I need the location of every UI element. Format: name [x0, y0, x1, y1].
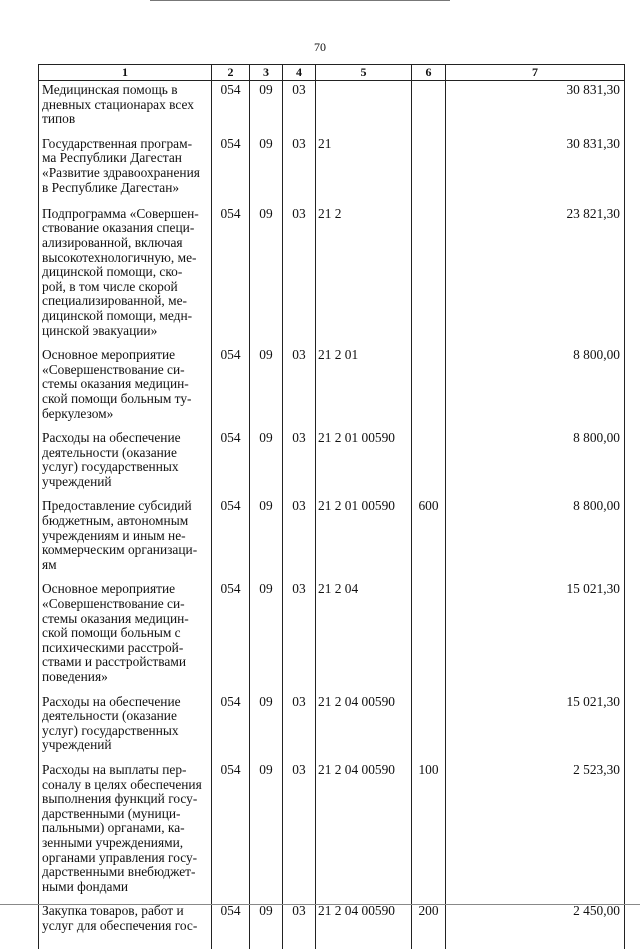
row-ved: 054 [212, 761, 250, 902]
row-name: Основное мероприятие «Совершенствование си- стемы оказания медицин- ской помощи больным с психическими расстрой- ствами и расстройствами поведения» [39, 580, 212, 692]
row-pr: 03 [283, 81, 316, 135]
row-sum: 2 523,30 [446, 761, 625, 902]
row-pr: 03 [283, 346, 316, 429]
row-rz: 09 [250, 902, 283, 949]
row-vr: 600 [412, 497, 446, 580]
row-csr: 21 2 [316, 205, 412, 346]
row-pr: 03 [283, 497, 316, 580]
row-csr: 21 2 04 00590 [316, 693, 412, 761]
row-ved: 054 [212, 497, 250, 580]
row-ved: 054 [212, 81, 250, 135]
row-rz: 09 [250, 497, 283, 580]
row-name: Расходы на обеспечение деятельности (оказание услуг) государственных учреждений [39, 429, 212, 497]
header-col-2: 2 [212, 65, 250, 81]
row-csr: 21 2 01 00590 [316, 497, 412, 580]
row-pr: 03 [283, 205, 316, 346]
top-scan-rule [150, 0, 450, 1]
row-ved: 054 [212, 693, 250, 761]
row-sum: 2 450,00 [446, 902, 625, 949]
table-row [39, 205, 625, 346]
row-csr: 21 2 01 00590 [316, 429, 412, 497]
row-rz: 09 [250, 580, 283, 692]
row-csr: 21 2 01 [316, 346, 412, 429]
header-col-7: 7 [446, 65, 625, 81]
row-sum: 8 800,00 [446, 497, 625, 580]
table-header-row [39, 65, 625, 81]
row-vr [412, 346, 446, 429]
row-vr [412, 81, 446, 135]
row-pr: 03 [283, 761, 316, 902]
row-rz: 09 [250, 346, 283, 429]
row-vr: 200 [412, 902, 446, 949]
row-pr: 03 [283, 693, 316, 761]
table-row [39, 429, 625, 497]
row-rz: 09 [250, 693, 283, 761]
row-vr [412, 205, 446, 346]
header-col-6: 6 [412, 65, 446, 81]
row-sum: 15 021,30 [446, 580, 625, 692]
row-vr [412, 693, 446, 761]
table-row [39, 135, 625, 205]
row-csr: 21 2 04 00590 [316, 902, 412, 949]
row-rz: 09 [250, 135, 283, 205]
row-sum: 8 800,00 [446, 346, 625, 429]
row-sum: 23 821,30 [446, 205, 625, 346]
row-name: Расходы на обеспечение деятельности (оказание услуг) государственных учреждений [39, 693, 212, 761]
budget-table [38, 64, 625, 949]
row-csr [316, 81, 412, 135]
row-sum: 15 021,30 [446, 693, 625, 761]
row-sum: 8 800,00 [446, 429, 625, 497]
row-pr: 03 [283, 580, 316, 692]
row-rz: 09 [250, 205, 283, 346]
table-row [39, 497, 625, 580]
header-col-3: 3 [250, 65, 283, 81]
row-ved: 054 [212, 135, 250, 205]
table-row [39, 346, 625, 429]
row-pr: 03 [283, 429, 316, 497]
row-rz: 09 [250, 81, 283, 135]
page-number: 70 [314, 40, 326, 54]
row-vr [412, 135, 446, 205]
header-col-4: 4 [283, 65, 316, 81]
row-pr: 03 [283, 902, 316, 949]
row-name: Подпрограмма «Совершен- ствование оказания специ- ализированной, включая высокотехнологичную, ме- дицинской помощи, ско- рой, в том числе скорой специализированной, ме- дицинской помощи, медн- цинской эвакуации» [39, 205, 212, 346]
row-name: Медицинская помощь в дневных стационарах всех типов [39, 81, 212, 135]
table-row [39, 693, 625, 761]
row-rz: 09 [250, 429, 283, 497]
row-pr: 03 [283, 135, 316, 205]
table-row [39, 580, 625, 692]
row-vr: 100 [412, 761, 446, 902]
row-name: Закупка товаров, работ и услуг для обеспечения гос- [39, 902, 212, 949]
row-ved: 054 [212, 346, 250, 429]
row-ved: 054 [212, 205, 250, 346]
table-row [39, 902, 625, 949]
header-col-1: 1 [39, 65, 212, 81]
header-col-5: 5 [316, 65, 412, 81]
row-ved: 054 [212, 580, 250, 692]
row-name: Предоставление субсидий бюджетным, автономным учреждениям и иным не- коммерческим организаци- ям [39, 497, 212, 580]
row-name: Основное мероприятие «Совершенствование си- стемы оказания медицин- ской помощи больным ту- беркулезом» [39, 346, 212, 429]
row-csr: 21 [316, 135, 412, 205]
row-csr: 21 2 04 [316, 580, 412, 692]
row-sum: 30 831,30 [446, 81, 625, 135]
row-ved: 054 [212, 902, 250, 949]
row-name: Государственная програм- ма Республики Дагестан «Развитие здравоохранения в Республике Дагестан» [39, 135, 212, 205]
row-sum: 30 831,30 [446, 135, 625, 205]
row-ved: 054 [212, 429, 250, 497]
table-row [39, 81, 625, 135]
row-csr: 21 2 04 00590 [316, 761, 412, 902]
row-rz: 09 [250, 761, 283, 902]
table-row [39, 761, 625, 902]
row-vr [412, 580, 446, 692]
row-vr [412, 429, 446, 497]
row-name: Расходы на выплаты пер- соналу в целях обеспечения выполнения функций госу- дарственными (муници- пальными) органами, ка- зенными учреждениями, органами управления госу- дарственными внебюджет- ными фондами [39, 761, 212, 902]
